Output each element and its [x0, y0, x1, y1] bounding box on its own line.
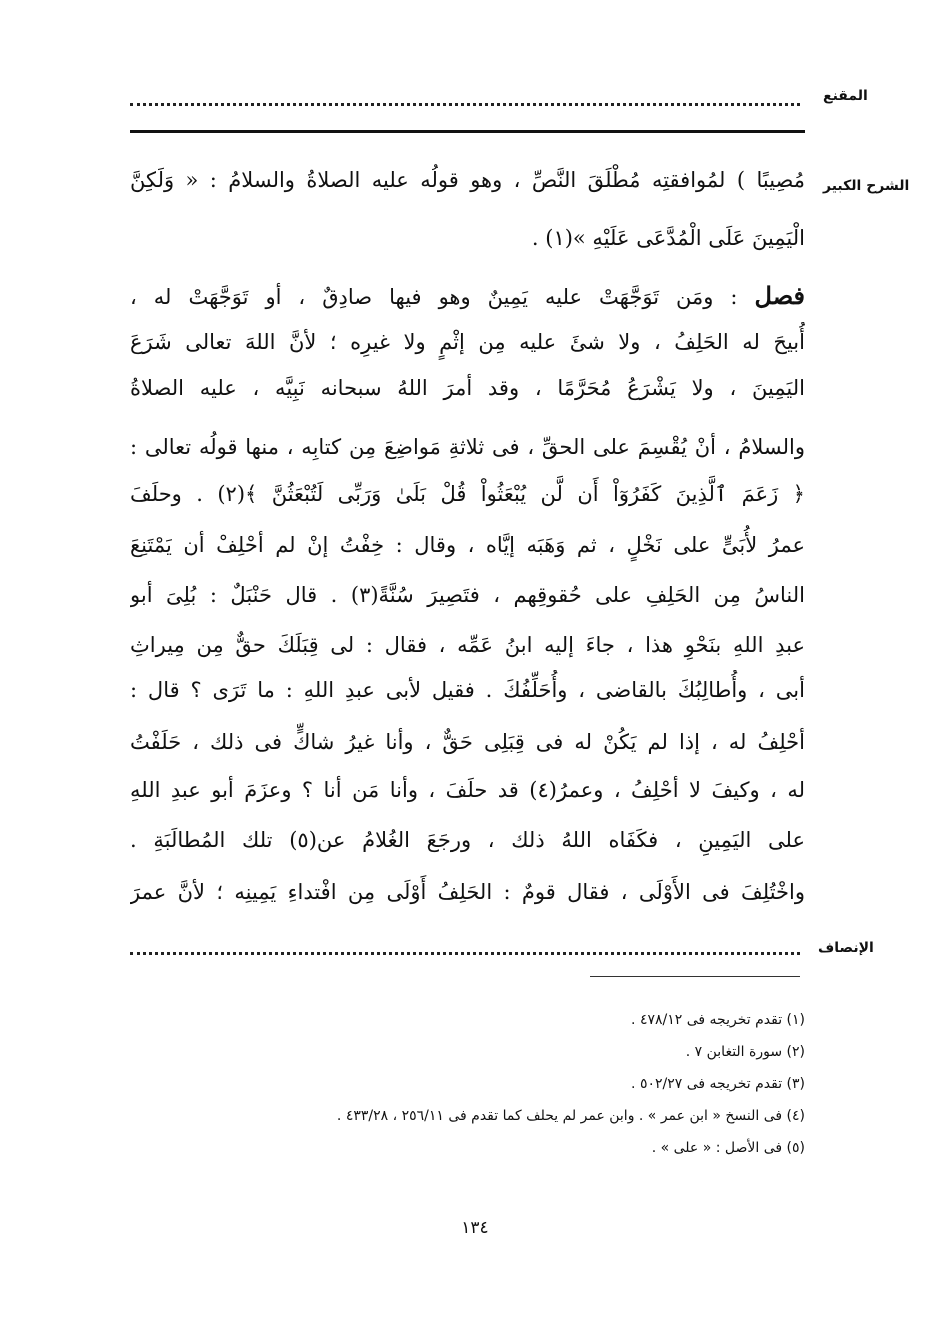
- text-line-1: مُصِيبًا ) لمُوافقتِه مُطْلَقَ النَّصِّ ، وهو قولُه عليه الصلاةُ والسلامُ : « وَلَكِنَّ: [130, 168, 805, 192]
- text-line-7: ﴿ زَعَمَ ٱلَّذِينَ كَفَرُوٓاْ أَن لَّن يُبْعَثُواْ قُلْ بَلَىٰ وَرَبِّى لَتُبْعَثُنَّ ﴾(٢) . وحلَفَ: [130, 482, 805, 506]
- insaf-label: الإنصاف: [818, 940, 874, 956]
- text-line-5: اليَمِينَ ، ولا يَشْرَعُ مُحَرَّمًا ، وقد أمرَ اللهُ سبحانه نَبِيَّه ، عليه الصلاةُ: [130, 376, 805, 400]
- text-line-12: أحْلِفُ له ، إذا لم يَكُنْ له فى قِبَلِى حَقٌّ ، وأنا غيرُ شاكٍّ فى ذلك ، حَلَفْتُ: [130, 730, 805, 754]
- page-number: ١٣٤: [461, 1218, 489, 1238]
- footnote-2: (٢) سورة التغابن ٧ .: [685, 1044, 805, 1060]
- text-line-3: [130, 276, 805, 316]
- footnote-5: (٥) فى الأصل : « على » .: [651, 1140, 805, 1156]
- text-line-13: له ، وكيفَ لا أحْلِفُ ، وعمرُ(٤) قد حلَفَ ، وأنا مَن أنا ؟ وعزَمَ أبو عبدِ اللهِ: [130, 778, 805, 802]
- text-line-14: على اليَمِينِ ، فكَفَاه اللهُ ذلك ، ورجَعَ الغُلامُ عن(٥) تلك المُطالَبَةِ .: [130, 828, 805, 852]
- muqni-label: المقنع: [823, 88, 868, 104]
- text-line-2: الْيَمِينَ عَلَى الْمُدَّعَى عَلَيْهِ »(١) .: [531, 226, 805, 250]
- text-line-9: الناسُ مِن الحَلِفِ على حُقوقِهم ، فتَصِيرَ سُنَّةً(٣) . قال حَنْبَلٌ : بُلِىَ أبو: [130, 583, 805, 607]
- text-line-4: أُبيحَ له الحَلِفُ ، ولا شئَ عليه مِن إثْمٍ ولا غيرِه ؛ لأنَّ اللهَ تعالى شَرَعَ: [130, 330, 805, 354]
- text-line-6: والسلامُ ، أنْ يُقْسِمَ على الحقِّ ، فى ثلاثةِ مَواضِعَ مِن كتابِه ، منها قولُه تعالى :: [130, 435, 805, 459]
- insaf-dotted-rule: [130, 952, 800, 955]
- sharh-label: الشرح الكبير: [823, 178, 910, 194]
- text-line-15: واخْتُلِفَ فى الأَوْلَى ، فقال قومٌ : الحَلِفُ أَوْلَى مِن افْتداءِ يَمِينِه ؛ لأنَّ عمرَ: [130, 880, 805, 904]
- text-line-10: عبدِ اللهِ بنَحْوِ هذا ، جاءَ إليه ابنُ عَمِّه ، فقال : لى قِبَلَكَ حقٌّ مِن مِيراثِ: [130, 633, 805, 657]
- footnote-4: (٤) فى النسخ « ابن عمر » . وابن عمر لم يحلف كما تقدم فى ٢٥٦/١١ ، ٤٣٣/٢٨ .: [336, 1108, 805, 1124]
- header-separator: [130, 130, 805, 133]
- text-line-8: عمرُ لأُبَىٍّ على نَخْلٍ ، ثم وَهَبَه إيَّاه ، وقال : خِفْتُ إنْ لم أحْلِفْ أن يَمْتَنِعَ: [130, 533, 805, 557]
- footnote-separator: [590, 976, 800, 977]
- footnote-3: (٣) تقدم تخريجه فى ٥٠٢/٢٧ .: [631, 1076, 805, 1092]
- footnote-1: (١) تقدم تخريجه فى ٤٧٨/١٢ .: [631, 1012, 805, 1028]
- text-line-11: أبى ، وأُطالِبُكَ بالقاضى ، وأُحَلِّفُكَ . فقيل لأبى عبدِ اللهِ : ما تَرَى ؟ قال :: [130, 678, 805, 702]
- fasl-heading: فصل: [754, 281, 805, 310]
- muqni-dotted-rule: [130, 103, 800, 106]
- text-line-3-rest: : ومَن تَوَجَّهَتْ عليه يَمِينٌ وهو فيها صادِقٌ ، أو تَوَجَّهَتْ له ،: [130, 285, 755, 309]
